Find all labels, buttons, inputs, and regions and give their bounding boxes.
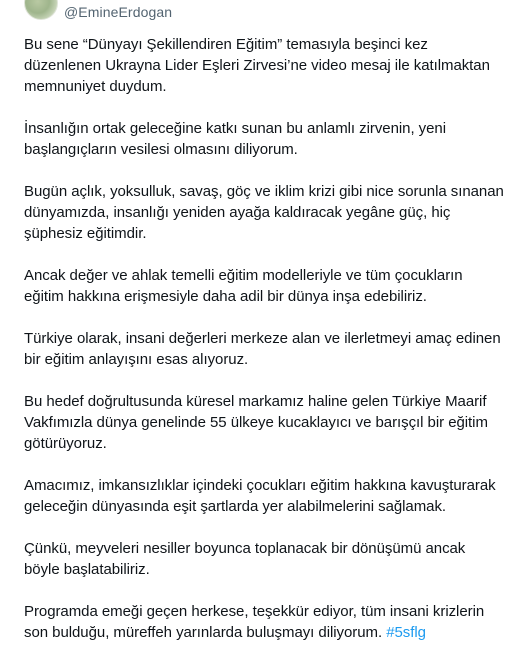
tweet-text xyxy=(24,34,504,643)
tweet-header xyxy=(0,0,522,30)
tweet-paragraph: Bu hedef doğrultusunda küresel markamız haline gelen Türkiye Maarif Vakfımızla dünya genelinde 55 ülkeye kucaklayıcı ve barışçıl bir eğitim götürüyoruz. xyxy=(24,393,488,452)
tweet-paragraph: Bu sene “Dünyayı Şekillendiren Eğitim” temasıyla beşinci kez düzenlenen Ukrayna Lider Eşleri Zirvesi’ne video mesaj ile katılmaktan memnuniyet duydum. xyxy=(24,36,490,95)
tweet-paragraph: Bugün açlık, yoksulluk, savaş, göç ve iklim krizi gibi nice sorunla sınanan dünyamızda, insanlığı yeniden ayağa kaldıracak yegâne güç, hiç şüphesiz eğitimdir. xyxy=(24,183,504,242)
tweet-paragraph: Ancak değer ve ahlak temelli eğitim modelleriyle ve tüm çocukların eğitim hakkına erişmesiyle daha adil bir dünya inşa edebiliriz. xyxy=(24,267,463,305)
tweet-paragraph-text: Programda emeği geçen herkese, teşekkür ediyor, tüm insani krizlerin son bulduğu, müreffeh yarınlarda buluşmayı diliyorum. xyxy=(24,603,485,641)
tweet-paragraph: Türkiye olarak, insani değerleri merkeze alan ve ilerletmeyi amaç edinen bir eğitim anlayışını esas alıyoruz. xyxy=(24,330,501,368)
avatar[interactable] xyxy=(24,0,58,20)
tweet-paragraph-last xyxy=(24,601,504,643)
hashtag-link[interactable]: #5sflg xyxy=(386,624,426,641)
tweet-paragraph: Çünkü, meyveleri nesiller boyunca toplanacak bir dönüşümü ancak böyle başlatabiliriz. xyxy=(24,540,466,578)
author-handle[interactable]: @EmineErdogan xyxy=(64,4,173,20)
tweet-paragraph: Amacımız, imkansızlıklar içindeki çocukları eğitim hakkına kavuşturarak geleceğin dünyasında eşit şartlarda yer alabilmelerini sağlamak. xyxy=(24,477,496,515)
tweet-paragraph: İnsanlığın ortak geleceğine katkı sunan bu anlamlı zirvenin, yeni başlangıçların vesilesi olmasını diliyorum. xyxy=(24,120,447,158)
